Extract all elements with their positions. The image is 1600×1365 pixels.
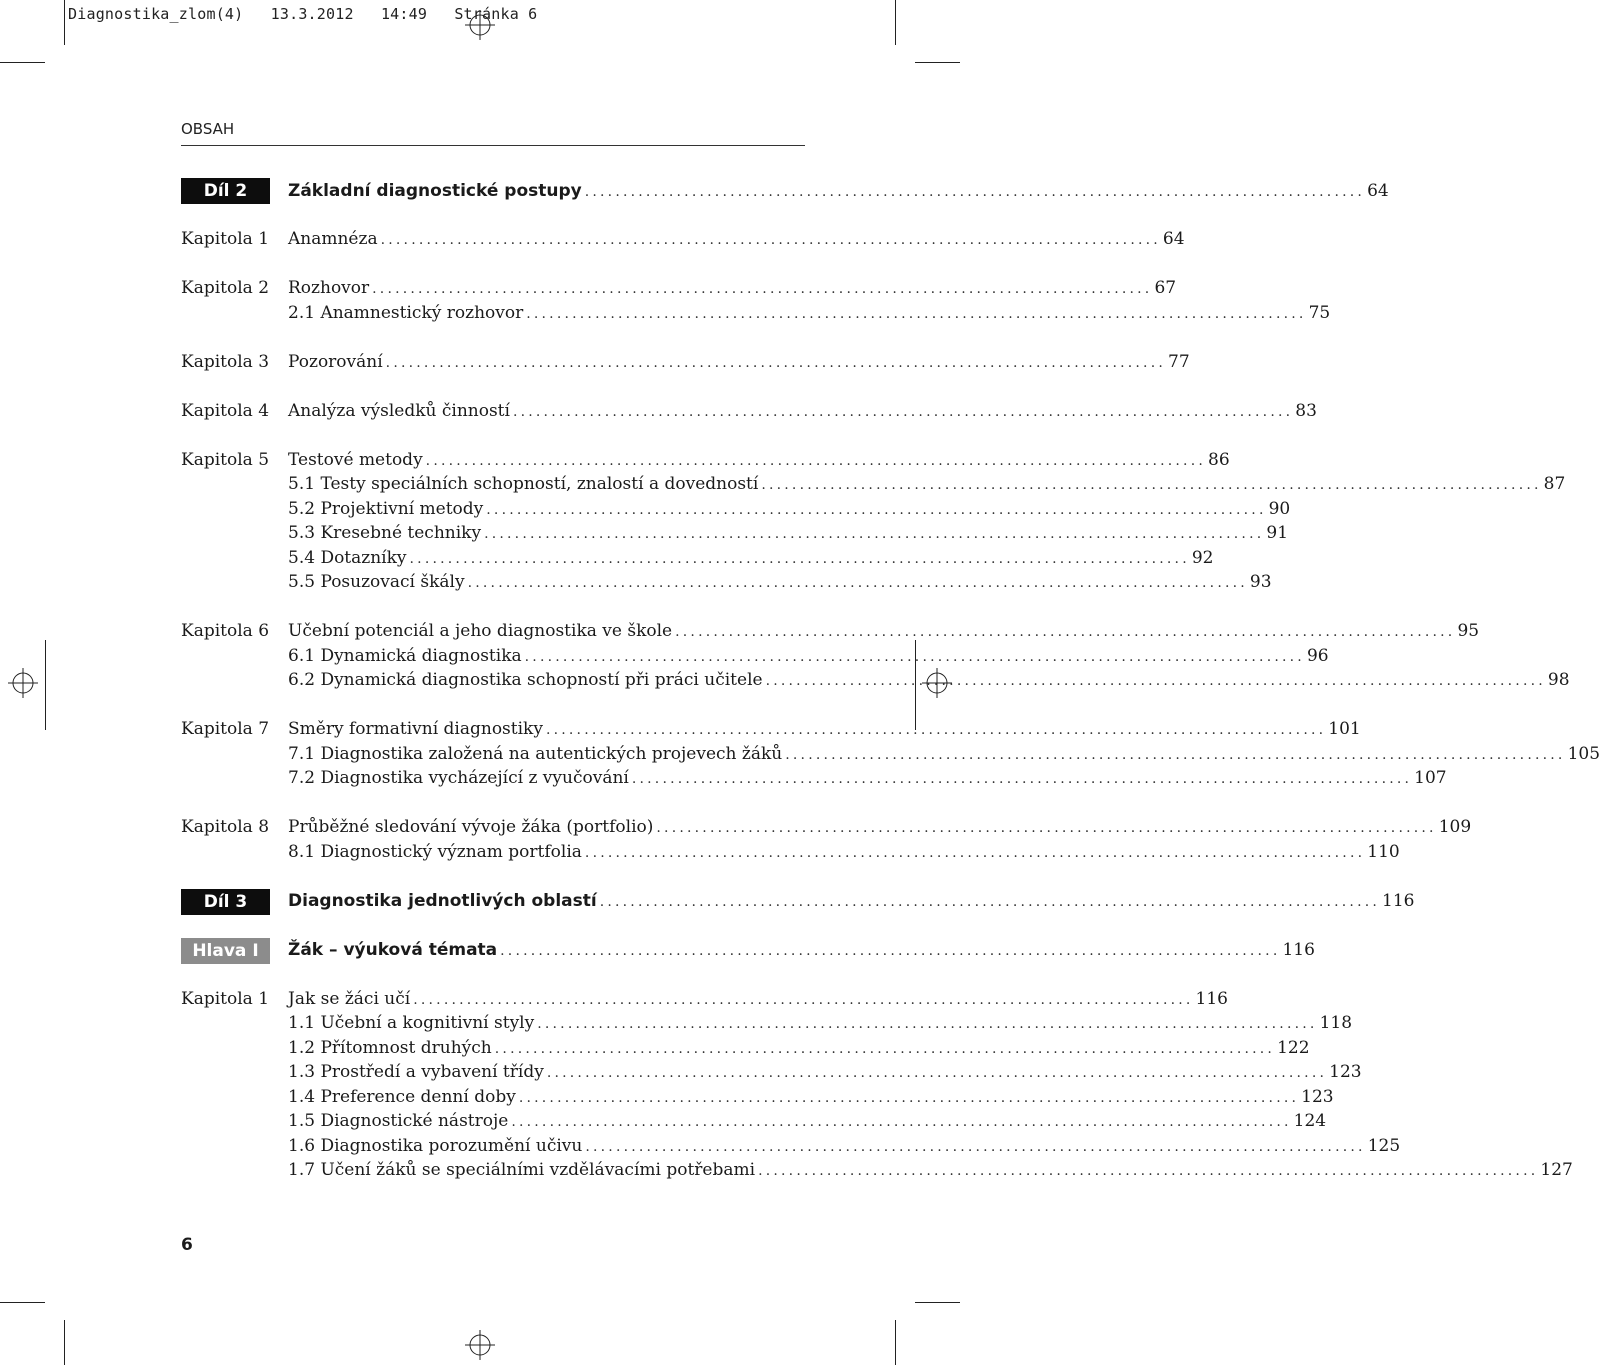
toc-entry[interactable] xyxy=(181,1011,1353,1036)
toc-entry[interactable] xyxy=(181,521,1289,546)
dot-leader xyxy=(410,547,1190,572)
dot-leader xyxy=(785,743,1565,768)
chapter-label: Kapitola 1 xyxy=(181,988,270,1009)
toc-entry-page: 122 xyxy=(1277,1037,1310,1058)
toc-label-cell xyxy=(181,178,288,204)
toc-group xyxy=(181,619,1570,693)
crop-mark-bottom-right-h xyxy=(915,1302,960,1303)
registration-mark-icon xyxy=(8,668,38,698)
dot-leader xyxy=(468,571,1248,596)
toc-entry-title: Analýza výsledků činností xyxy=(288,400,510,421)
toc-entry[interactable] xyxy=(181,1134,1401,1159)
chapter-label: Kapitola 6 xyxy=(181,621,270,641)
toc-entry[interactable] xyxy=(181,619,1480,644)
dot-leader xyxy=(526,302,1306,327)
dot-leader xyxy=(381,228,1161,253)
toc-entry-page: 123 xyxy=(1329,1062,1362,1082)
chapter-label: Kapitola 3 xyxy=(181,351,270,372)
toc-entry-title: Rozhovor xyxy=(288,278,370,298)
toc-group xyxy=(181,448,1566,595)
chapter-label: Kapitola 4 xyxy=(181,400,270,421)
crop-mark-mid-left xyxy=(45,640,46,730)
part-label-badge: Díl 2 xyxy=(181,178,270,204)
crop-mark-top-right-h xyxy=(915,62,960,63)
toc-entry[interactable] xyxy=(181,889,1415,914)
toc-entry-page: 86 xyxy=(1208,449,1230,470)
toc-group xyxy=(181,815,1472,864)
slug-page: Stránka 6 xyxy=(454,5,538,23)
toc-entry-page: 77 xyxy=(1168,351,1190,372)
toc-entry-title: Směry formativní diagnostiky xyxy=(288,719,543,739)
toc-entry-page: 125 xyxy=(1367,1135,1401,1156)
toc-entry-title: 1.1 Učební a kognitivní styly xyxy=(288,1013,535,1033)
dot-leader xyxy=(585,841,1365,866)
toc-entry-page: 96 xyxy=(1306,645,1329,666)
toc-entry-page: 64 xyxy=(1367,180,1389,201)
toc-entry-page: 64 xyxy=(1162,229,1185,249)
dot-leader xyxy=(675,620,1455,645)
toc-group xyxy=(181,178,1389,203)
dot-leader xyxy=(484,522,1264,547)
toc-entry[interactable] xyxy=(181,742,1600,767)
dot-leader xyxy=(537,1012,1317,1037)
toc-entry-title: 1.6 Diagnostika porozumění učivu xyxy=(288,1135,583,1156)
toc-entry-title: 8.1 Diagnostický význam portfolia xyxy=(288,841,582,862)
toc-group xyxy=(181,350,1190,375)
toc-entry-title: Žák – výuková témata xyxy=(288,940,498,960)
dot-leader xyxy=(511,1110,1291,1135)
dot-leader xyxy=(386,351,1166,376)
toc-entry[interactable] xyxy=(181,717,1361,742)
dot-leader xyxy=(495,1037,1275,1062)
toc-entry-title: 2.1 Anamnestický rozhovor xyxy=(288,302,524,323)
toc-entry-page: 116 xyxy=(1382,891,1415,911)
dot-leader xyxy=(758,1159,1538,1184)
page-number: 6 xyxy=(181,1235,193,1255)
toc-entry[interactable] xyxy=(181,399,1317,424)
toc-entry-title: Anamnéza xyxy=(288,229,378,249)
toc-entry[interactable] xyxy=(181,276,1177,301)
dot-leader xyxy=(426,449,1206,474)
toc-entry-page: 67 xyxy=(1154,278,1177,298)
toc-entry-title: 1.3 Prostředí a vybavení třídy xyxy=(288,1062,544,1082)
toc-entry-page: 118 xyxy=(1319,1013,1353,1033)
toc-entry-title: Základní diagnostické postupy xyxy=(288,180,582,201)
part-label-badge: Hlava I xyxy=(181,938,270,964)
toc-label-cell xyxy=(181,350,288,375)
dot-leader xyxy=(585,1135,1365,1160)
toc-entry-page: 116 xyxy=(1282,940,1315,960)
toc-entry-title: 5.4 Dotazníky xyxy=(288,547,407,568)
dot-leader xyxy=(372,277,1152,302)
toc-entry-page: 87 xyxy=(1543,474,1566,494)
header-rule xyxy=(181,145,805,146)
dot-leader xyxy=(513,400,1293,425)
dot-leader xyxy=(766,669,1546,694)
toc-entry-page: 124 xyxy=(1293,1111,1327,1131)
toc-entry[interactable] xyxy=(181,644,1329,669)
toc-entry-page: 116 xyxy=(1195,988,1228,1009)
toc-entry-title: 5.2 Projektivní metody xyxy=(288,498,484,519)
dot-leader xyxy=(486,498,1266,523)
toc-entry[interactable] xyxy=(181,938,1315,963)
crop-mark-bottom-left xyxy=(64,1320,65,1365)
toc-entry-title: Průběžné sledování vývoje žáka (portfolio) xyxy=(288,817,654,837)
toc-entry-page: 123 xyxy=(1301,1086,1334,1107)
chapter-label: Kapitola 7 xyxy=(181,719,270,739)
toc-group xyxy=(181,399,1317,424)
toc-entry-title: 5.3 Kresebné techniky xyxy=(288,523,482,543)
toc-group xyxy=(181,938,1315,963)
toc-entry-title: 7.1 Diagnostika založená na autentických projevech žáků xyxy=(288,743,783,764)
crop-mark-top-left xyxy=(64,0,65,45)
dot-leader xyxy=(585,180,1365,205)
toc-label-cell xyxy=(181,889,288,915)
toc-label-cell xyxy=(181,938,288,964)
toc-entry[interactable] xyxy=(181,1085,1334,1110)
dot-leader xyxy=(600,890,1380,915)
toc-entry-title: 1.7 Učení žáků se speciálními vzdělávacími potřebami xyxy=(288,1160,756,1180)
toc-entry-page: 91 xyxy=(1266,523,1289,543)
chapter-label: Kapitola 2 xyxy=(181,278,270,298)
crop-mark-top-right xyxy=(895,0,896,45)
toc-entry-page: 90 xyxy=(1268,498,1291,519)
slug-date: 13.3.2012 xyxy=(270,5,354,23)
registration-mark-icon xyxy=(465,10,495,40)
dot-leader xyxy=(500,939,1280,964)
toc-entry-title: Testové metody xyxy=(288,449,423,470)
slug-filename: Diagnostika_zlom(4) xyxy=(68,5,244,23)
dot-leader xyxy=(632,767,1412,792)
table-of-contents xyxy=(181,178,1600,1183)
toc-entry-page: 105 xyxy=(1567,743,1600,764)
toc-entry[interactable] xyxy=(181,668,1570,693)
toc-entry-page: 93 xyxy=(1249,572,1272,592)
toc-label-cell xyxy=(181,987,288,1012)
chapter-label: Kapitola 8 xyxy=(181,817,270,837)
toc-entry-page: 75 xyxy=(1308,302,1331,323)
toc-entry-title: 6.1 Dynamická diagnostika xyxy=(288,645,522,666)
toc-group xyxy=(181,889,1415,914)
toc-entry[interactable] xyxy=(181,766,1447,791)
toc-entry-page: 101 xyxy=(1328,719,1361,739)
dot-leader xyxy=(761,473,1541,498)
toc-label-cell xyxy=(181,227,288,252)
toc-entry[interactable] xyxy=(181,570,1272,595)
toc-entry[interactable] xyxy=(181,987,1228,1012)
toc-group xyxy=(181,227,1185,252)
dot-leader xyxy=(525,645,1305,670)
registration-mark-icon xyxy=(465,1330,495,1360)
chapter-label: Kapitola 1 xyxy=(181,229,270,249)
toc-entry-title: 1.4 Preference denní doby xyxy=(288,1086,516,1107)
toc-entry[interactable] xyxy=(181,815,1472,840)
toc-entry-title: 1.5 Diagnostické nástroje xyxy=(288,1111,509,1131)
dot-leader xyxy=(519,1086,1299,1111)
section-header: OBSAH xyxy=(181,120,235,138)
toc-entry[interactable] xyxy=(181,227,1185,252)
dot-leader xyxy=(546,718,1326,743)
toc-label-cell xyxy=(181,448,288,473)
toc-entry-page: 83 xyxy=(1295,400,1317,421)
toc-entry-title: Diagnostika jednotlivých oblastí xyxy=(288,891,597,911)
toc-entry-title: Učební potenciál a jeho diagnostika ve škole xyxy=(288,621,673,641)
toc-entry-title: 6.2 Dynamická diagnostika schopností při práci učitele xyxy=(288,670,763,690)
toc-entry[interactable] xyxy=(181,350,1190,375)
toc-entry-title: Jak se žáci učí xyxy=(288,988,411,1009)
toc-entry-page: 98 xyxy=(1547,670,1570,690)
slug-time: 14:49 xyxy=(380,5,428,23)
crop-mark-bottom-right xyxy=(895,1320,896,1365)
toc-entry-title: 7.2 Diagnostika vycházející z vyučování xyxy=(288,768,629,788)
toc-entry-title: Pozorování xyxy=(288,351,383,372)
toc-entry[interactable] xyxy=(181,1036,1310,1061)
part-label-badge: Díl 3 xyxy=(181,889,270,915)
toc-entry[interactable] xyxy=(181,301,1331,326)
toc-entry-page: 127 xyxy=(1540,1160,1573,1180)
toc-group xyxy=(181,717,1600,791)
toc-entry[interactable] xyxy=(181,448,1230,473)
toc-entry-title: 5.1 Testy speciálních schopností, znalostí a dovedností xyxy=(288,474,759,494)
toc-entry-title: 1.2 Přítomnost druhých xyxy=(288,1037,492,1058)
toc-entry[interactable] xyxy=(181,497,1291,522)
dot-leader xyxy=(656,816,1436,841)
toc-entry-page: 107 xyxy=(1414,768,1447,788)
toc-group xyxy=(181,987,1573,1183)
toc-entry-page: 110 xyxy=(1367,841,1400,862)
toc-label-cell xyxy=(181,399,288,424)
toc-entry[interactable] xyxy=(181,546,1214,571)
chapter-label: Kapitola 5 xyxy=(181,449,270,470)
toc-entry[interactable] xyxy=(181,1158,1573,1183)
dot-leader xyxy=(413,988,1193,1013)
toc-entry-page: 109 xyxy=(1438,817,1472,837)
toc-entry-page: 92 xyxy=(1191,547,1214,568)
toc-entry[interactable] xyxy=(181,840,1400,865)
toc-group xyxy=(181,276,1331,325)
toc-label-cell xyxy=(181,717,288,742)
crop-mark-top-left-h xyxy=(0,62,45,63)
toc-label-cell xyxy=(181,619,288,644)
toc-entry[interactable] xyxy=(181,1109,1327,1134)
crop-mark-bottom-left-h xyxy=(0,1302,45,1303)
toc-entry[interactable] xyxy=(181,472,1566,497)
toc-entry-page: 95 xyxy=(1457,621,1480,641)
dot-leader xyxy=(547,1061,1327,1086)
toc-label-cell xyxy=(181,276,288,301)
toc-entry[interactable] xyxy=(181,178,1389,203)
toc-entry-title: 5.5 Posuzovací škály xyxy=(288,572,465,592)
toc-entry[interactable] xyxy=(181,1060,1362,1085)
toc-label-cell xyxy=(181,815,288,840)
